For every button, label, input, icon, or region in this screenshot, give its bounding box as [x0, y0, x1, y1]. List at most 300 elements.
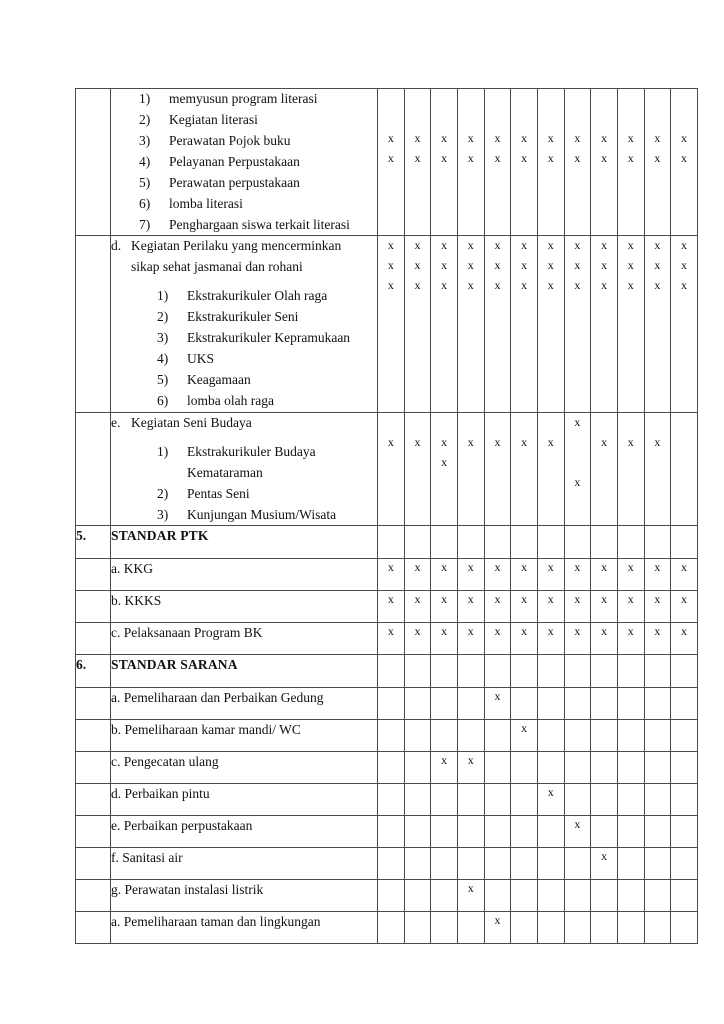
- mark-cell: [484, 816, 511, 848]
- list-item-marker: 6): [139, 195, 151, 211]
- mark-cell: [564, 880, 591, 912]
- mark-cell: [511, 912, 538, 944]
- mark-x: x: [404, 623, 431, 655]
- mark-x: x: [644, 623, 671, 655]
- list-item-label: Kemataraman: [187, 464, 263, 480]
- mark-cell: [457, 688, 484, 720]
- mark-stack: [431, 89, 457, 229]
- mark-cell: [671, 784, 698, 816]
- mark-x: x: [441, 434, 448, 449]
- mark-cell: [484, 848, 511, 880]
- mark-x: x: [654, 238, 661, 253]
- mark-x: x: [547, 238, 554, 253]
- mark-cell: [511, 880, 538, 912]
- mark-x: x: [654, 151, 661, 165]
- mark-stack: [405, 236, 431, 356]
- mark-x: x: [537, 559, 564, 591]
- mark-x: x: [521, 131, 528, 145]
- spacer: [111, 278, 377, 286]
- mark-cell: [457, 89, 484, 236]
- row-number-cell: [76, 412, 111, 526]
- row-title: c. Pelaksanaan Program BK: [111, 625, 263, 641]
- mark-cell: [564, 784, 591, 816]
- mark-cell: [537, 655, 564, 688]
- mark-cell: [591, 784, 618, 816]
- mark-cell: [617, 880, 644, 912]
- mark-x: x: [627, 278, 634, 293]
- mark-cell: [591, 89, 618, 236]
- mark-cell: [511, 89, 538, 236]
- mark-stack: [511, 413, 537, 493]
- mark-cell: [378, 688, 405, 720]
- mark-cell: [564, 720, 591, 752]
- mark-cell: [457, 526, 484, 559]
- mark-x: x: [564, 559, 591, 591]
- mark-x: x: [521, 434, 528, 449]
- mark-x: x: [617, 591, 644, 623]
- mark-x: x: [591, 848, 618, 880]
- mark-cell: [404, 89, 431, 236]
- mark-cell: [431, 912, 458, 944]
- mark-x: x: [644, 591, 671, 623]
- mark-x: x: [414, 258, 421, 273]
- mark-cell: [378, 848, 405, 880]
- mark-x: x: [671, 591, 698, 623]
- mark-x: x: [494, 238, 501, 253]
- mark-cell: [644, 688, 671, 720]
- mark-x: x: [431, 623, 458, 655]
- mark-cell: [564, 655, 591, 688]
- list-item: [139, 215, 377, 236]
- list-item-marker: 2): [157, 485, 169, 501]
- mark-stack: [618, 89, 644, 229]
- row-number-cell: 5.: [76, 526, 111, 559]
- list-item-label: Perawatan perpustakaan: [169, 174, 300, 190]
- mark-x: x: [574, 151, 581, 165]
- mark-x: x: [564, 816, 591, 848]
- table-row: [76, 559, 698, 591]
- mark-cell: [591, 526, 618, 559]
- mark-cell: [617, 688, 644, 720]
- mark-stack: [458, 236, 484, 356]
- mark-x: x: [467, 278, 474, 293]
- mark-stack: [671, 89, 697, 229]
- mark-cell: [404, 880, 431, 912]
- mark-cell: [591, 412, 618, 526]
- mark-x: x: [564, 591, 591, 623]
- mark-cell: [378, 526, 405, 559]
- list-item: [139, 173, 377, 194]
- mark-stack: [431, 413, 457, 493]
- row-number-cell: [76, 688, 111, 720]
- activity-sublist: [111, 442, 377, 526]
- row-label-cell: [111, 688, 378, 720]
- mark-cell: [537, 89, 564, 236]
- mark-x: x: [654, 278, 661, 293]
- table-row: [76, 688, 698, 720]
- mark-x: x: [627, 131, 634, 145]
- mark-stack: [485, 89, 511, 229]
- mark-cell: [431, 720, 458, 752]
- mark-cell: [457, 236, 484, 412]
- list-item: [157, 286, 377, 307]
- row-title: a. KKG: [111, 561, 153, 577]
- mark-cell: [671, 526, 698, 559]
- list-item: [157, 349, 377, 370]
- row-title: d. Perbaikan pintu: [111, 786, 210, 802]
- section-letter: e.: [111, 414, 121, 430]
- row-title: b. Pemeliharaan kamar mandi/ WC: [111, 722, 301, 738]
- table-row: [76, 912, 698, 944]
- list-item: [157, 370, 377, 391]
- mark-cell: [431, 688, 458, 720]
- mark-cell: [564, 848, 591, 880]
- mark-x: x: [457, 559, 484, 591]
- mark-cell: [617, 848, 644, 880]
- row-title: g. Perawatan instalasi listrik: [111, 882, 264, 898]
- mark-cell: [671, 236, 698, 412]
- mark-cell: [404, 784, 431, 816]
- mark-cell: [644, 720, 671, 752]
- list-item-marker: 3): [157, 506, 169, 522]
- mark-x: x: [521, 238, 528, 253]
- mark-cell: [564, 752, 591, 784]
- mark-cell: [591, 912, 618, 944]
- mark-x: x: [617, 559, 644, 591]
- mark-x: x: [511, 623, 538, 655]
- mark-x: x: [484, 912, 511, 944]
- mark-x: x: [404, 591, 431, 623]
- row-title: STANDAR PTK: [111, 528, 209, 544]
- mark-cell: [511, 688, 538, 720]
- section-heading-continuation: sikap sehat jasmanai dan rohani: [131, 259, 303, 275]
- mark-x: x: [387, 278, 394, 293]
- mark-cell: [644, 848, 671, 880]
- list-item-label: Ekstrakurikuler Seni: [187, 309, 299, 325]
- mark-stack: [591, 236, 617, 356]
- section-letter: d.: [111, 238, 122, 254]
- mark-x: x: [378, 591, 405, 623]
- mark-stack: [591, 89, 617, 229]
- mark-stack: [378, 236, 404, 356]
- mark-cell: [511, 848, 538, 880]
- mark-cell: [671, 655, 698, 688]
- mark-x: x: [387, 434, 394, 449]
- mark-cell: [644, 880, 671, 912]
- mark-x: x: [601, 151, 608, 165]
- mark-cell: [484, 880, 511, 912]
- row-label-cell: [111, 655, 378, 688]
- mark-x: x: [654, 434, 661, 449]
- row-title: STANDAR SARANA: [111, 657, 238, 673]
- mark-cell: [617, 89, 644, 236]
- mark-x: x: [404, 559, 431, 591]
- activity-sublist: [111, 286, 377, 412]
- row-number-cell: [76, 784, 111, 816]
- mark-cell: [484, 89, 511, 236]
- mark-x: x: [574, 414, 581, 429]
- mark-cell: [591, 816, 618, 848]
- list-item-marker: [157, 463, 187, 484]
- list-item-label: Pentas Seni: [187, 485, 250, 501]
- mark-cell: [431, 526, 458, 559]
- row-label-cell: [111, 412, 378, 526]
- mark-x: x: [441, 258, 448, 273]
- mark-cell: [484, 236, 511, 412]
- mark-cell: [431, 412, 458, 526]
- mark-x: x: [414, 131, 421, 145]
- list-item-marker: 5): [139, 174, 151, 190]
- list-item-label: Ekstrakurikuler Kepramukaan: [187, 330, 351, 346]
- table-row: [76, 412, 698, 526]
- section-heading: [111, 413, 377, 434]
- mark-cell: [671, 912, 698, 944]
- mark-cell: [537, 236, 564, 412]
- mark-x: x: [387, 131, 394, 145]
- mark-cell: [644, 526, 671, 559]
- row-number-cell: [76, 720, 111, 752]
- table-row: [76, 236, 698, 412]
- mark-x: x: [617, 623, 644, 655]
- list-item-label: Keagamaan: [187, 371, 251, 387]
- list-item-marker: 6): [157, 392, 169, 408]
- row-number-cell: [76, 559, 111, 591]
- spacer: [111, 434, 377, 442]
- mark-x: x: [378, 559, 405, 591]
- mark-cell: [537, 720, 564, 752]
- table-row: [76, 89, 698, 236]
- mark-stack: [378, 89, 404, 229]
- mark-stack: [378, 413, 404, 493]
- mark-cell: [617, 720, 644, 752]
- mark-cell: [378, 89, 405, 236]
- mark-cell: [404, 412, 431, 526]
- mark-cell: [537, 752, 564, 784]
- mark-x: x: [494, 434, 501, 449]
- table-row: [76, 784, 698, 816]
- row-number-cell: 6.: [76, 655, 111, 688]
- list-item-label: Penghargaan siswa terkait literasi: [169, 216, 350, 232]
- mark-x: x: [441, 238, 448, 253]
- mark-cell: [457, 655, 484, 688]
- list-item: [157, 463, 377, 484]
- mark-cell: [457, 720, 484, 752]
- mark-cell: [564, 912, 591, 944]
- mark-cell: [457, 412, 484, 526]
- mark-x: x: [671, 559, 698, 591]
- mark-x: x: [414, 238, 421, 253]
- mark-x: x: [601, 238, 608, 253]
- mark-stack: [591, 413, 617, 493]
- list-item-label: Kegiatan literasi: [169, 111, 258, 127]
- mark-cell: [617, 236, 644, 412]
- mark-cell: [431, 236, 458, 412]
- mark-cell: [564, 412, 591, 526]
- mark-x: x: [457, 623, 484, 655]
- row-number-cell: [76, 236, 111, 412]
- row-number-cell: [76, 752, 111, 784]
- row-number-cell: [76, 912, 111, 944]
- mark-cell: [617, 784, 644, 816]
- mark-cell: [644, 784, 671, 816]
- mark-cell: [484, 412, 511, 526]
- mark-x: x: [547, 258, 554, 273]
- mark-cell: [564, 89, 591, 236]
- row-title: b. KKKS: [111, 593, 162, 609]
- row-label-cell: [111, 848, 378, 880]
- mark-x: x: [547, 434, 554, 449]
- mark-stack: [405, 89, 431, 229]
- mark-x: x: [387, 151, 394, 165]
- mark-x: x: [441, 151, 448, 165]
- mark-x: x: [537, 591, 564, 623]
- mark-x: x: [627, 238, 634, 253]
- mark-cell: [431, 816, 458, 848]
- mark-cell: [617, 912, 644, 944]
- mark-cell: [431, 655, 458, 688]
- mark-x: x: [484, 559, 511, 591]
- mark-cell: [378, 236, 405, 412]
- mark-stack: [538, 236, 564, 356]
- row-number-cell: [76, 591, 111, 623]
- row-label-cell: [111, 526, 378, 559]
- mark-x: x: [457, 591, 484, 623]
- mark-x: x: [431, 591, 458, 623]
- mark-x: x: [511, 720, 538, 752]
- mark-x: x: [627, 151, 634, 165]
- mark-x: x: [574, 278, 581, 293]
- row-title: e. Perbaikan perpustakaan: [111, 818, 253, 834]
- mark-cell: [564, 688, 591, 720]
- row-label-cell: [111, 752, 378, 784]
- mark-x: x: [511, 591, 538, 623]
- mark-x: x: [574, 474, 581, 489]
- mark-stack: [671, 413, 697, 493]
- mark-stack: [565, 236, 591, 356]
- row-number-cell: [76, 848, 111, 880]
- mark-cell: [537, 912, 564, 944]
- mark-x: x: [414, 151, 421, 165]
- section-heading-label: Kegiatan Perilaku yang mencerminkan: [131, 238, 342, 254]
- mark-x: x: [431, 752, 458, 784]
- mark-cell: [591, 655, 618, 688]
- mark-cell: [617, 412, 644, 526]
- list-item-label: lomba olah raga: [187, 392, 274, 408]
- mark-x: x: [387, 258, 394, 273]
- mark-cell: [671, 848, 698, 880]
- mark-cell: [671, 720, 698, 752]
- list-item: [157, 307, 377, 328]
- list-item-marker: 4): [139, 153, 151, 169]
- table-row: [76, 752, 698, 784]
- list-item-label: lomba literasi: [169, 195, 243, 211]
- list-item: [157, 484, 377, 505]
- mark-x: x: [521, 278, 528, 293]
- mark-x: x: [414, 434, 421, 449]
- mark-cell: [644, 752, 671, 784]
- table-row: [76, 526, 698, 559]
- mark-stack: [458, 413, 484, 493]
- row-number-cell: [76, 816, 111, 848]
- mark-cell: [591, 688, 618, 720]
- mark-cell: [591, 720, 618, 752]
- mark-x: x: [601, 278, 608, 293]
- mark-x: x: [457, 880, 484, 912]
- row-label-cell: [111, 559, 378, 591]
- mark-cell: [404, 688, 431, 720]
- mark-x: x: [511, 559, 538, 591]
- mark-x: x: [591, 559, 618, 591]
- mark-x: x: [387, 238, 394, 253]
- mark-stack: [458, 89, 484, 229]
- list-item-marker: 5): [157, 371, 169, 387]
- mark-cell: [404, 526, 431, 559]
- row-number-cell: [76, 89, 111, 236]
- list-item-label: Kunjungan Musium/Wisata: [187, 506, 337, 522]
- activity-schedule-table: [75, 88, 698, 944]
- mark-x: x: [547, 151, 554, 165]
- row-label-cell: [111, 623, 378, 655]
- section-heading-label: Kegiatan Seni Budaya: [131, 414, 252, 430]
- mark-cell: [671, 688, 698, 720]
- mark-x: x: [457, 752, 484, 784]
- mark-cell: [511, 526, 538, 559]
- mark-stack: [565, 89, 591, 229]
- mark-cell: [511, 412, 538, 526]
- mark-x: x: [537, 623, 564, 655]
- table-row: [76, 720, 698, 752]
- mark-cell: [457, 848, 484, 880]
- mark-x: x: [547, 278, 554, 293]
- mark-stack: [431, 236, 457, 356]
- list-item-marker: 3): [157, 330, 169, 346]
- mark-stack: [618, 413, 644, 493]
- mark-cell: [378, 816, 405, 848]
- list-item-marker: 1): [157, 288, 169, 304]
- mark-cell: [378, 412, 405, 526]
- mark-stack: [485, 236, 511, 356]
- mark-x: x: [467, 258, 474, 273]
- mark-x: x: [378, 623, 405, 655]
- mark-cell: [671, 89, 698, 236]
- mark-stack: [405, 413, 431, 493]
- mark-x: x: [441, 278, 448, 293]
- mark-cell: [484, 752, 511, 784]
- mark-x: x: [441, 131, 448, 145]
- mark-x: x: [591, 591, 618, 623]
- mark-cell: [484, 720, 511, 752]
- mark-cell: [457, 816, 484, 848]
- mark-x: x: [494, 131, 501, 145]
- list-item-marker: 4): [157, 351, 169, 367]
- mark-cell: [404, 236, 431, 412]
- mark-cell: [457, 912, 484, 944]
- mark-cell: [644, 236, 671, 412]
- mark-cell: [617, 816, 644, 848]
- table-row: [76, 655, 698, 688]
- mark-x: x: [681, 131, 688, 145]
- list-item-label: Ekstrakurikuler Olah raga: [187, 288, 328, 304]
- mark-x: x: [441, 454, 448, 469]
- mark-x: x: [547, 131, 554, 145]
- mark-cell: [537, 816, 564, 848]
- mark-cell: [644, 912, 671, 944]
- mark-cell: [591, 880, 618, 912]
- mark-cell: [378, 655, 405, 688]
- mark-stack: [511, 89, 537, 229]
- mark-cell: [617, 655, 644, 688]
- activity-sublist: [111, 89, 377, 235]
